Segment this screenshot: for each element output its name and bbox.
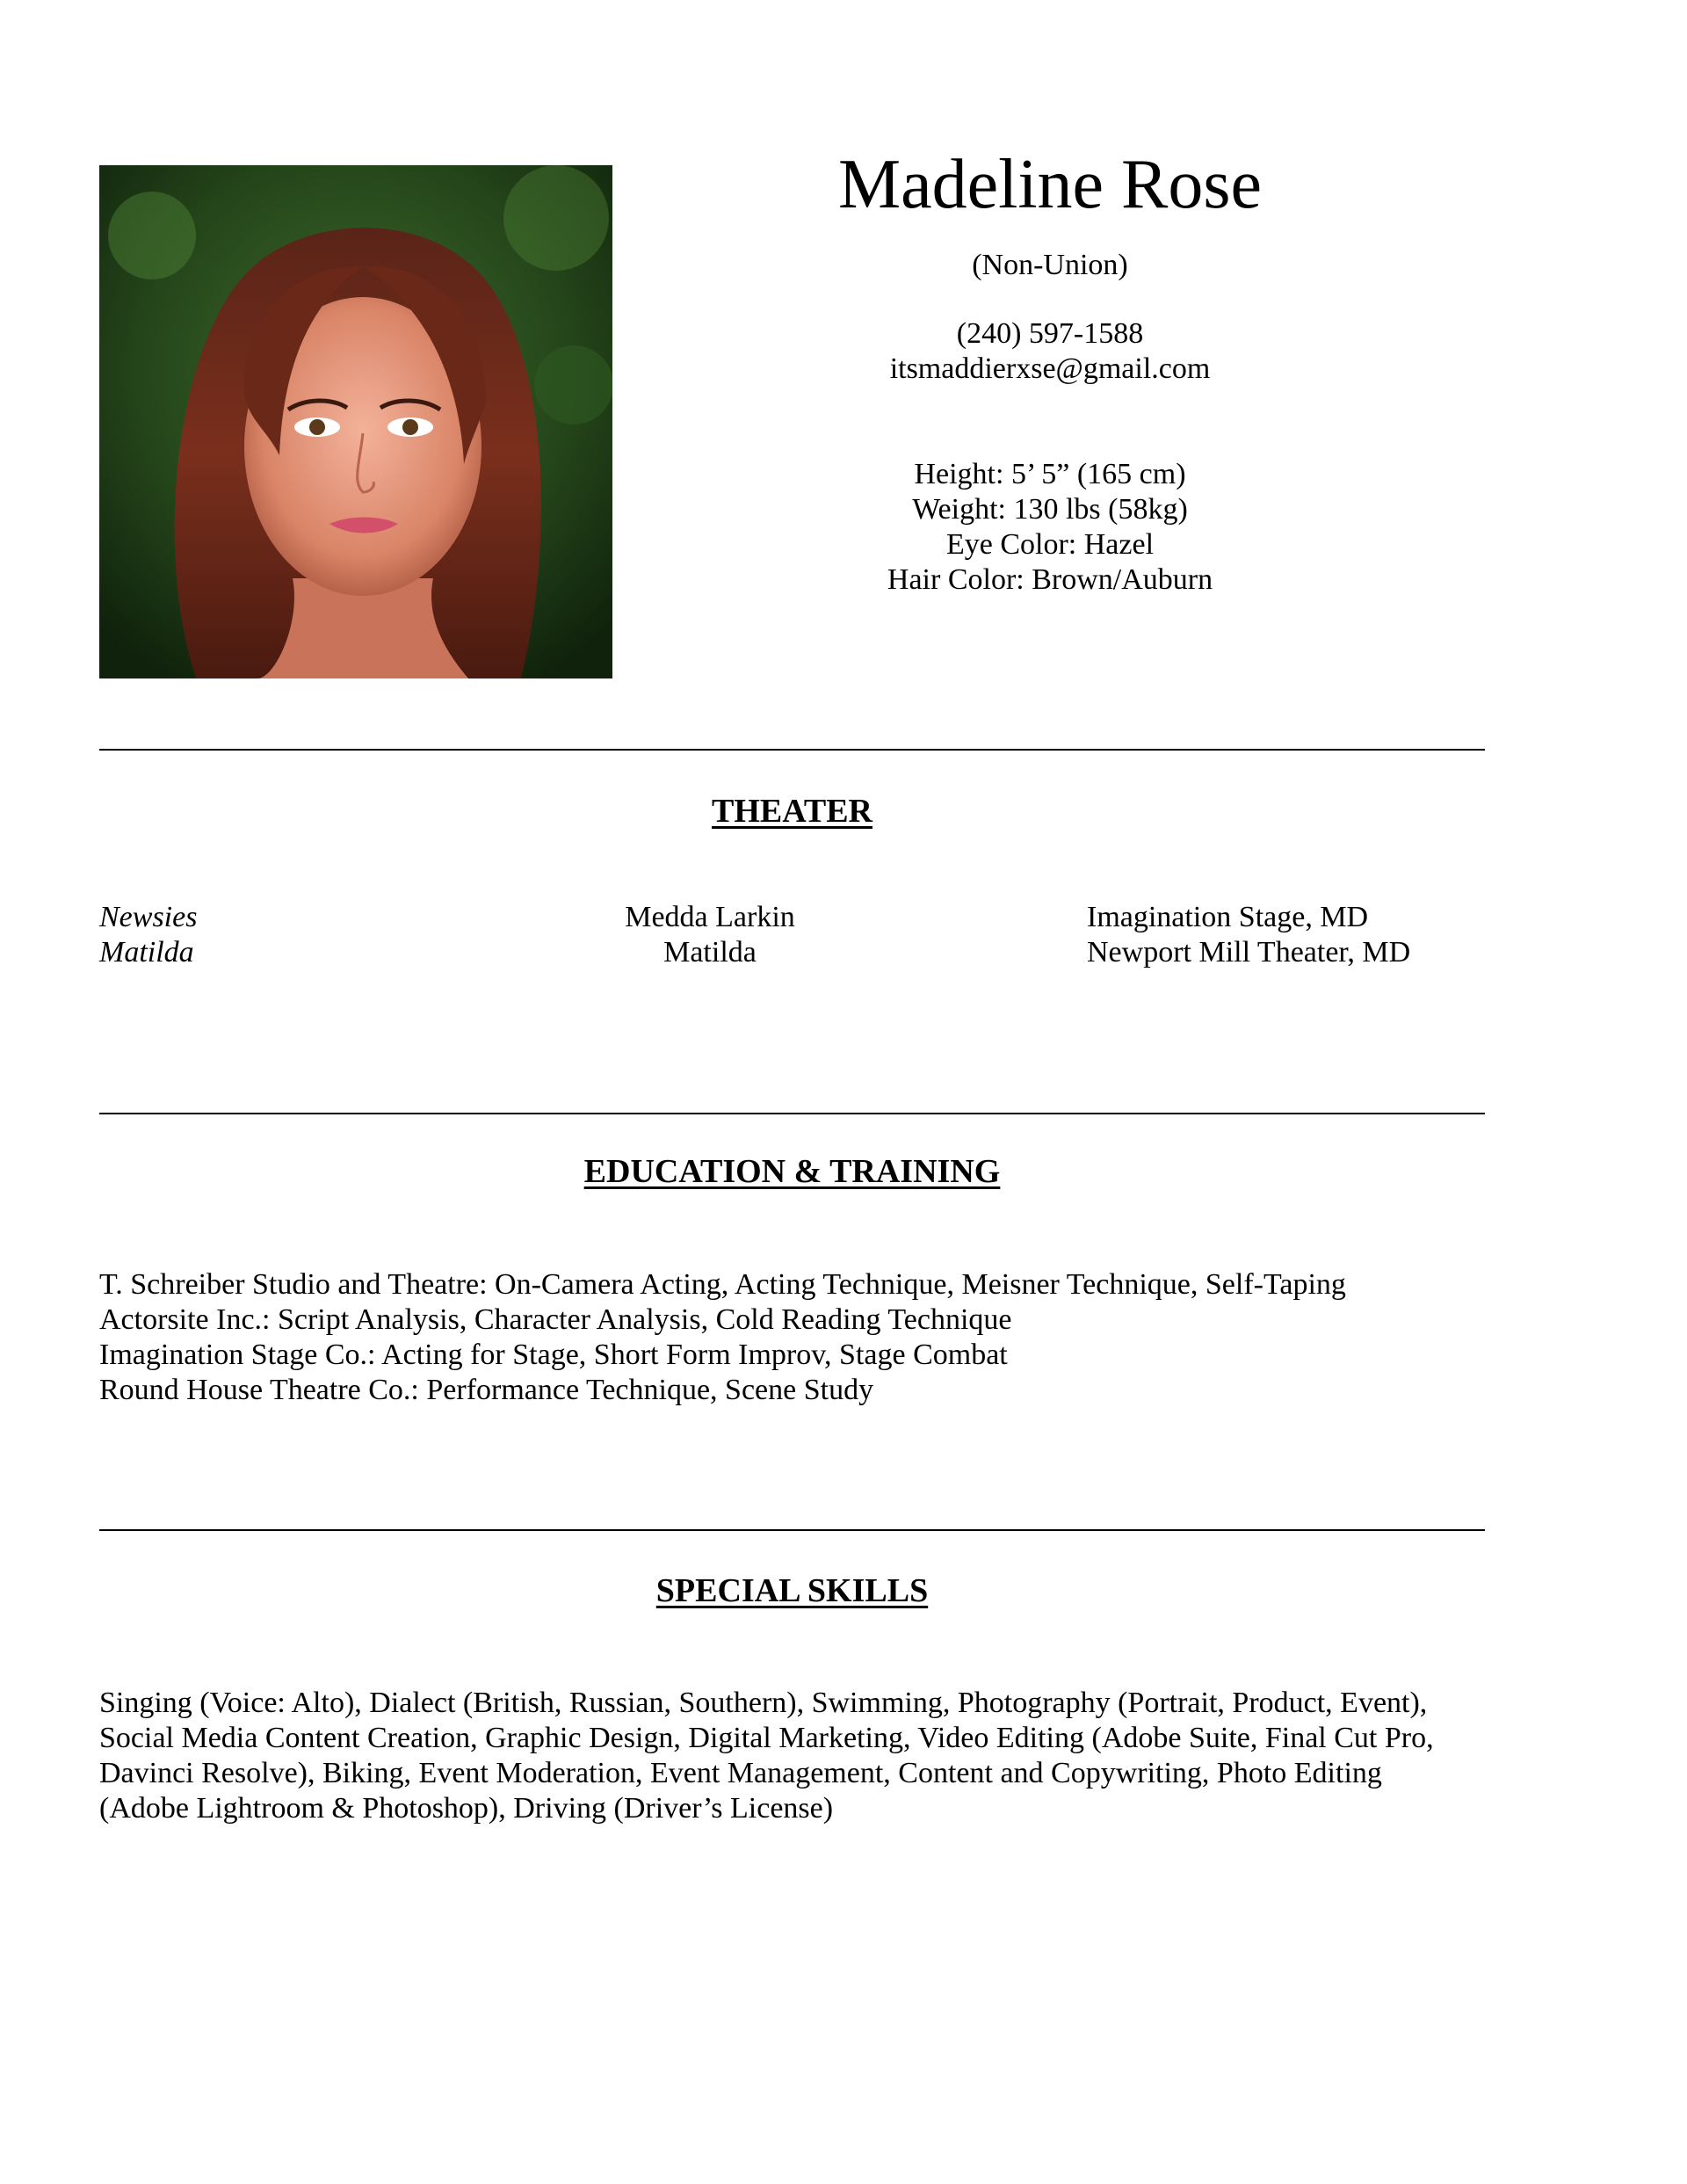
theater-heading: THEATER: [711, 793, 872, 830]
skills-line: Social Media Content Creation, Graphic Design, Digital Marketing, Video Editing (Adobe Suite, Final Cut Pro,: [99, 1722, 1434, 1754]
credit-show: Matilda: [99, 936, 194, 969]
education-line: Actorsite Inc.: Script Analysis, Character Analysis, Cold Reading Technique: [99, 1303, 1012, 1336]
headshot-image: [99, 165, 612, 678]
credit-show: Newsies: [99, 901, 198, 933]
credit-role: Medda Larkin: [625, 901, 795, 933]
education-line: T. Schreiber Studio and Theatre: On-Camera Acting, Acting Technique, Meisner Technique, Self-Taping: [99, 1268, 1346, 1301]
contact-header: [703, 141, 1397, 598]
stat-height: Height: 5’ 5” (165 cm): [914, 458, 1186, 490]
stat-weight: Weight: 130 lbs (58kg): [912, 493, 1188, 526]
credit-role: Matilda: [663, 936, 757, 969]
credit-venue: Newport Mill Theater, MD: [1087, 936, 1411, 969]
email-address: itsmaddierxse@gmail.com: [889, 352, 1211, 385]
skills-line: Davinci Resolve), Biking, Event Moderation, Event Management, Content and Copywriting, Photo Editing: [99, 1757, 1382, 1789]
actor-name: Madeline Rose: [837, 146, 1263, 223]
phone-number: (240) 597-1588: [956, 317, 1144, 350]
skills-list: [99, 1686, 1485, 1826]
section-divider: [99, 1529, 1485, 1531]
theater-credits: [99, 900, 1485, 970]
education-heading: EDUCATION & TRAINING: [583, 1153, 1001, 1190]
union-status: (Non-Union): [972, 249, 1128, 281]
skills-line: Singing (Voice: Alto), Dialect (British, Russian, Southern), Swimming, Photography (Portrait, Product, Event),: [99, 1687, 1428, 1719]
section-divider: [99, 1113, 1485, 1114]
education-line: Round House Theatre Co.: Performance Technique, Scene Study: [99, 1374, 874, 1406]
education-list: [99, 1267, 1485, 1408]
credit-venue: Imagination Stage, MD: [1087, 901, 1369, 933]
stat-hair-color: Hair Color: Brown/Auburn: [887, 563, 1213, 596]
credit-row: [99, 935, 1485, 970]
section-divider: [99, 749, 1485, 751]
contact-info: [703, 316, 1397, 387]
physical-stats: [703, 457, 1397, 598]
headshot-photo: [99, 165, 612, 678]
credit-row: [99, 900, 1485, 935]
education-line: Imagination Stage Co.: Acting for Stage, Short Form Improv, Stage Combat: [99, 1339, 1008, 1371]
stat-eye-color: Eye Color: Hazel: [945, 528, 1155, 561]
skills-line: (Adobe Lightroom & Photoshop), Driving (Driver’s License): [99, 1792, 834, 1825]
skills-heading: SPECIAL SKILLS: [655, 1572, 929, 1609]
